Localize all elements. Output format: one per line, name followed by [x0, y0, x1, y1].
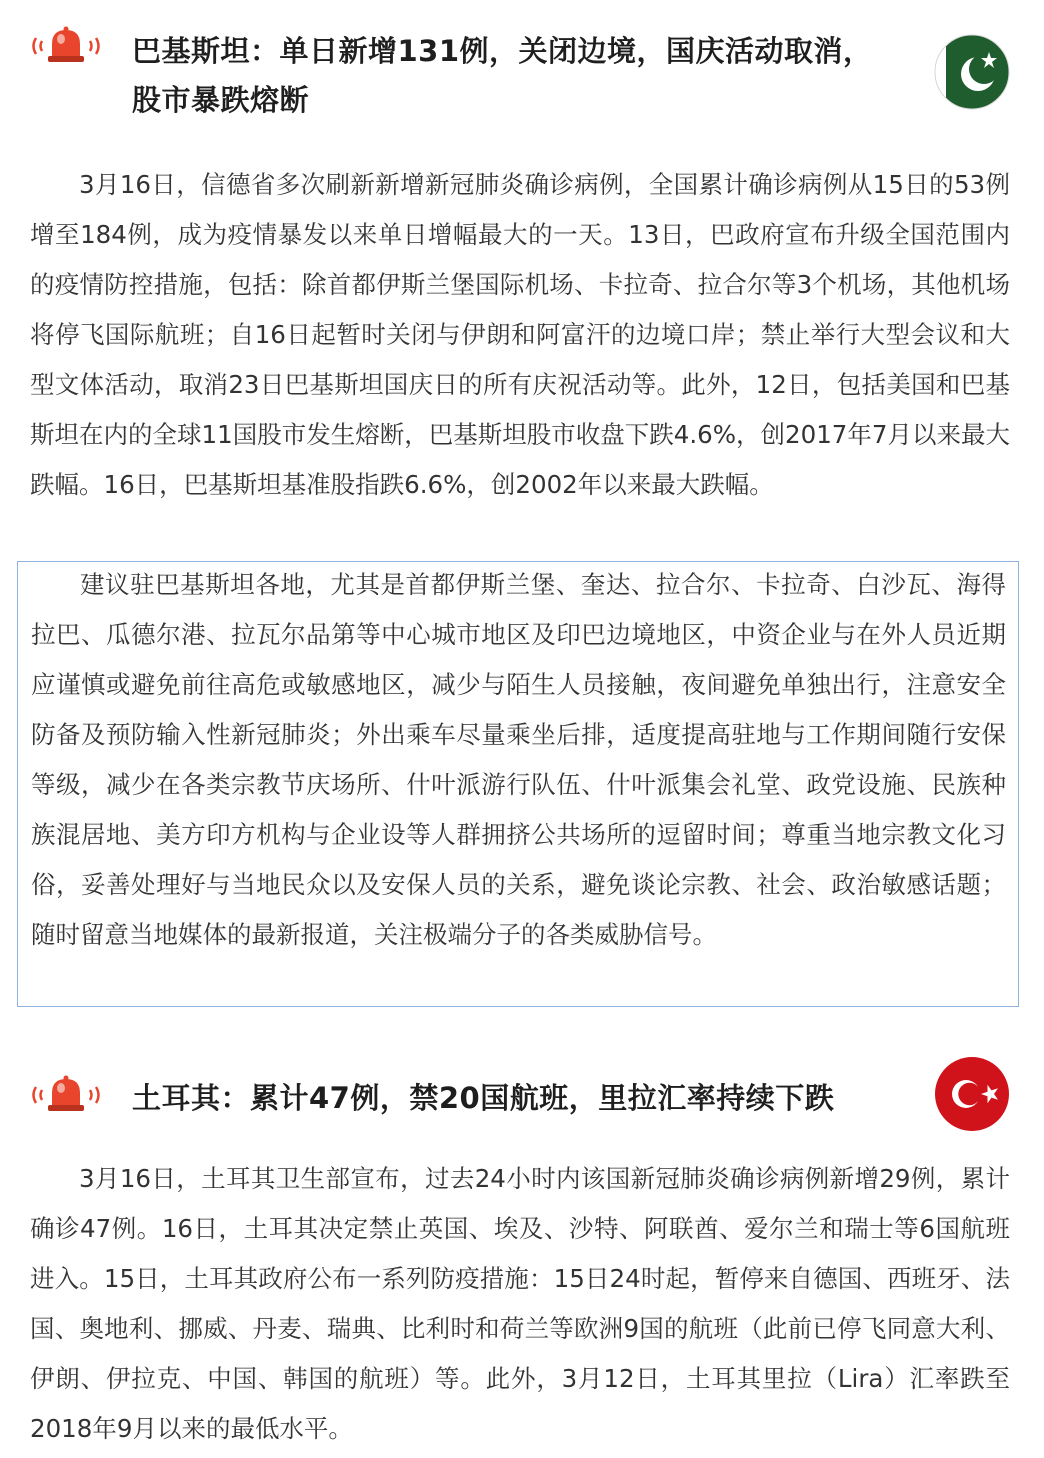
pakistan-advice-box — [17, 561, 1019, 1007]
section-title: 巴基斯坦：单日新增131例，关闭边境，国庆活动取消， — [132, 34, 873, 68]
turkey-news-paragraph: 3月16日，土耳其卫生部宣布，过去24小时内该国新冠肺炎确诊病例新增29例，累计确诊47例。16日，土耳其决定禁止英国、埃及、沙特、阿联酋、爱尔兰和瑞士等6国航班进入。15日，土耳其政府公布一系列防疫措施：15日24时起，暂停来自德国、西班牙、法国、奥地利、挪威、丹麦、瑞典、比利时和荷兰等欧洲9国的航班（此前已停飞同意大利、伊朗、伊拉克、中国、韩国的航班）等。此外，3月12日，土耳其里拉（Lira）汇率跌至2018年9月以来的最低水平。 — [30, 1164, 1010, 1443]
section-title-continued: 股市暴跌熔断 — [132, 83, 310, 117]
alarm-bell-icon — [30, 24, 102, 68]
pakistan-flag-icon — [934, 34, 1010, 110]
pakistan-news-paragraph: 3月16日，信德省多次刷新新增新冠肺炎确诊病例，全国累计确诊病例从15日的53例增至184例，成为疫情暴发以来单日增幅最大的一天。13日，巴政府宣布升级全国范围内的疫情防控措施，包括：除首都伊斯兰堡国际机场、卡拉奇、拉合尔等3个机场，其他机场将停飞国际航班；自16日起暂时关闭与伊朗和阿富汗的边境口岸；禁止举行大型会议和大型文体活动，取消23日巴基斯坦国庆日的所有庆祝活动等。此外，12日，包括美国和巴基斯坦在内的全球11国股市发生熔断，巴基斯坦股市收盘下跌4.6%，创2017年7月以来最大跌幅。16日，巴基斯坦基准股指跌6.6%，创2002年以来最大跌幅。 — [30, 170, 1010, 499]
section-title: 土耳其：累计47例，禁20国航班，里拉汇率持续下跌 — [132, 1081, 835, 1115]
turkey-flag-icon — [934, 1056, 1010, 1132]
alarm-bell-icon — [30, 1073, 102, 1117]
pakistan-advice-paragraph: 建议驻巴基斯坦各地，尤其是首都伊斯兰堡、奎达、拉合尔、卡拉奇、白沙瓦、海得拉巴、瓜德尔港、拉瓦尔品第等中心城市地区及印巴边境地区，中资企业与在外人员近期应谨慎或避免前往高危或敏感地区，减少与陌生人员接触，夜间避免单独出行，注意安全防备及预防输入性新冠肺炎；外出乘车尽量乘坐后排，适度提高驻地与工作期间随行安保等级，减少在各类宗教节庆场所、什叶派游行队伍、什叶派集会礼堂、政党设施、民族种族混居地、美方印方机构与企业设等人群拥挤公共场所的逗留时间；尊重当地宗教文化习俗，妥善处理好与当地民众以及安保人员的关系，避免谈论宗教、社会、政治敏感话题；随时留意当地媒体的最新报道，关注极端分子的各类威胁信号。 — [31, 570, 1006, 949]
